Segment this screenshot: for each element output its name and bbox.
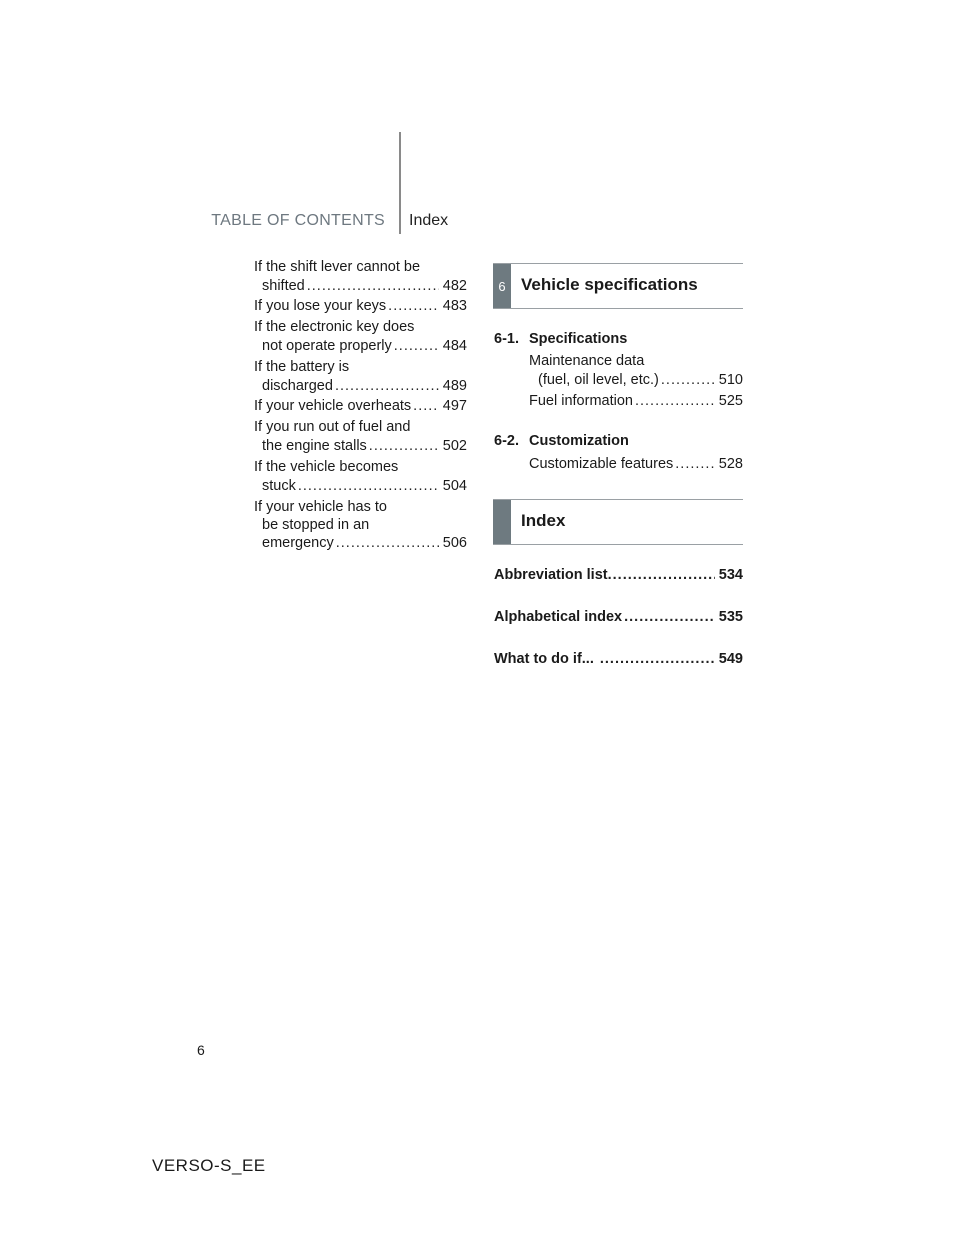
leader-dots [635, 391, 715, 411]
model-code: VERSO-S_EE [152, 1156, 266, 1175]
section-title: Index [521, 511, 566, 530]
leader-dots [600, 649, 715, 669]
toc-page-number: 497 [442, 398, 467, 414]
toc-entry-line[interactable]: be stopped in an [262, 517, 370, 533]
toc-entry-line[interactable]: Maintenance data [529, 353, 645, 369]
toc-entry[interactable] [262, 476, 467, 496]
toc-entry-line[interactable]: If your vehicle has to [254, 499, 387, 515]
toc-entry[interactable] [262, 376, 467, 396]
toc-entry-line[interactable]: If the shift lever cannot be [254, 259, 421, 275]
toc-entry-label: Abbreviation list [494, 567, 608, 583]
toc-page-number: 549 [718, 651, 743, 667]
leader-dots [413, 396, 439, 416]
toc-entry-label: (fuel, oil level, etc.) [538, 372, 659, 388]
toc-entry-label: not operate properly [262, 338, 392, 354]
toc-entry-line[interactable]: If you run out of fuel and [254, 419, 411, 435]
leader-dots [624, 607, 715, 627]
toc-page-number: 489 [442, 378, 467, 394]
toc-page-number: 534 [718, 567, 743, 583]
toc-entry[interactable] [262, 436, 467, 456]
toc-entry-line[interactable]: If the vehicle becomes [254, 459, 399, 475]
toc-entry[interactable] [254, 396, 467, 416]
toc-entry-label: If your vehicle overheats [254, 398, 412, 414]
toc-page-number: 535 [718, 609, 743, 625]
toc-page-number: 482 [442, 278, 467, 294]
subsection-number: 6-1. [494, 331, 519, 347]
toc-entry[interactable] [494, 565, 743, 585]
chapter-tab: 6 [493, 264, 511, 308]
leader-dots [298, 476, 439, 496]
toc-entry-label: shifted [262, 278, 305, 294]
leader-dots [394, 336, 439, 356]
leader-dots [608, 565, 715, 585]
leader-dots [335, 376, 439, 396]
header-index-link[interactable]: Index [409, 212, 449, 229]
toc-entry[interactable] [494, 649, 743, 669]
toc-entry[interactable] [262, 533, 467, 553]
toc-entry-label: Customizable features [529, 456, 674, 472]
toc-entry[interactable] [538, 370, 743, 390]
subsection-title[interactable]: Specifications [529, 331, 628, 347]
leader-dots [661, 370, 715, 390]
leader-dots [369, 436, 439, 456]
toc-page-number: 506 [442, 535, 467, 551]
toc-entry[interactable] [262, 336, 467, 356]
leader-dots [307, 276, 439, 296]
toc-entry-label: discharged [262, 378, 333, 394]
toc-entry-label: What to do if... [494, 651, 594, 667]
toc-entry-label: stuck [262, 478, 296, 494]
toc-entry-label: Alphabetical index [494, 609, 623, 625]
toc-entry[interactable] [529, 454, 743, 474]
toc-entry-label: the engine stalls [262, 438, 367, 454]
subsection-title[interactable]: Customization [529, 433, 629, 449]
toc-entry[interactable] [494, 607, 743, 627]
toc-page-number: 525 [718, 393, 743, 409]
toc-page-number: 484 [442, 338, 467, 354]
toc-entry[interactable] [262, 276, 467, 296]
toc-entry[interactable] [254, 296, 467, 316]
toc-page-number: 483 [442, 298, 467, 314]
section-header-vehicle-specifications [493, 263, 743, 309]
toc-entry-line[interactable]: If the electronic key does [254, 319, 415, 335]
leader-dots [675, 454, 715, 474]
toc-page-number: 504 [442, 478, 467, 494]
toc-page-number: 528 [718, 456, 743, 472]
header-toc-link[interactable]: TABLE OF CONTENTS [211, 212, 385, 229]
toc-entry-line[interactable]: If the battery is [254, 359, 350, 375]
toc-page-number: 510 [718, 372, 743, 388]
leader-dots [388, 296, 439, 316]
toc-entry-label: Fuel information [529, 393, 633, 409]
header-divider [399, 132, 401, 234]
toc-entry-label: emergency [262, 535, 334, 551]
leader-dots [336, 533, 439, 553]
toc-page-number: 502 [442, 438, 467, 454]
section-header-index [493, 499, 743, 545]
subsection-number: 6-2. [494, 433, 519, 449]
toc-entry[interactable] [529, 391, 743, 411]
page-number: 6 [197, 1042, 205, 1058]
section-title: Vehicle specifications [521, 275, 698, 294]
toc-entry-label: If you lose your keys [254, 298, 387, 314]
chapter-tab [493, 500, 511, 544]
